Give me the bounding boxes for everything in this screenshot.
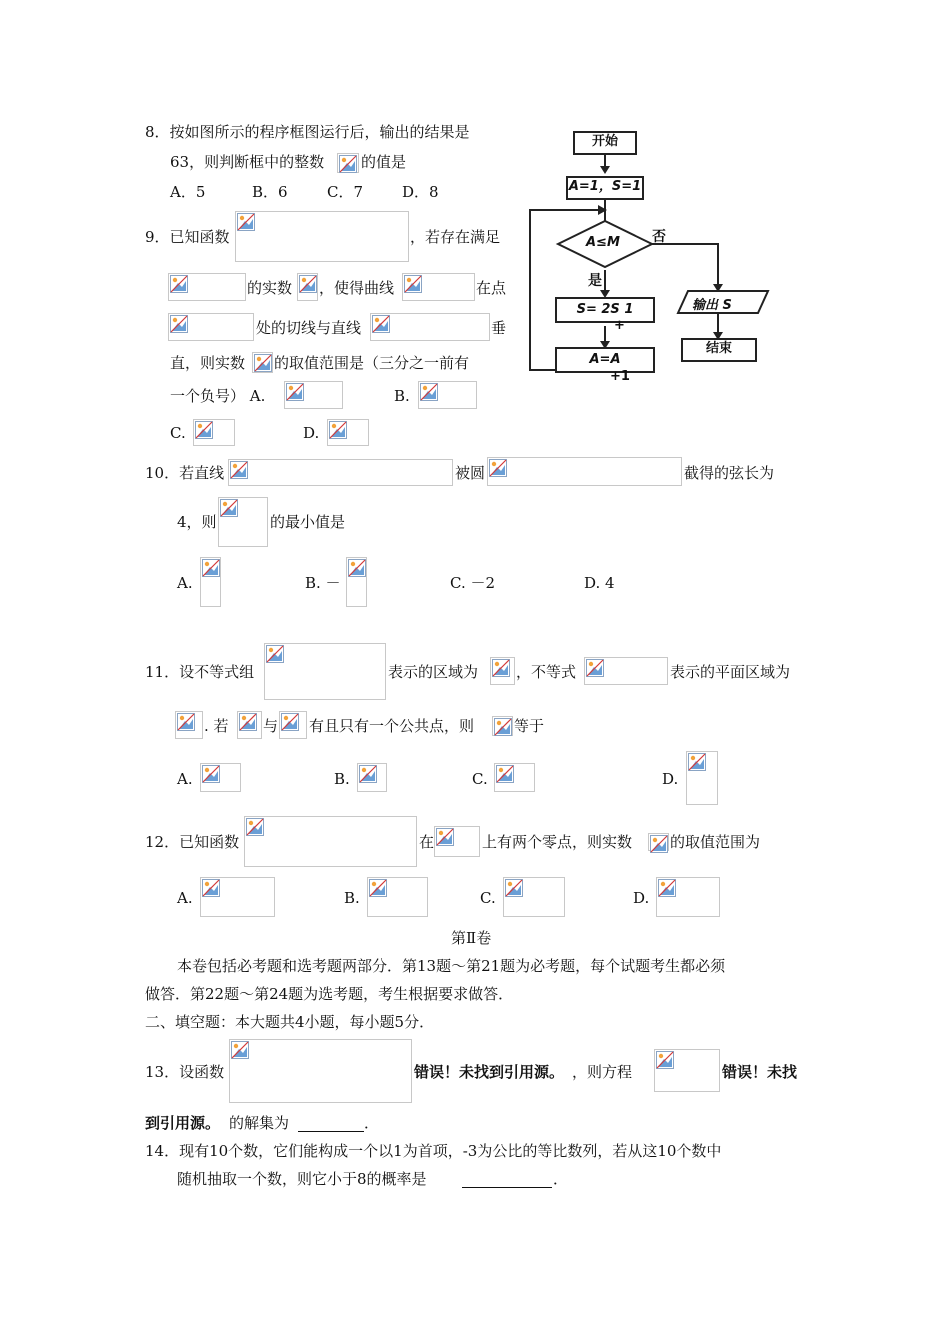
broken-image-icon	[202, 559, 220, 577]
q10-text-a: 10．若直线	[145, 464, 225, 482]
q11-option-c: C.	[472, 770, 488, 788]
q11-text-d: 表示的平面区域为	[670, 663, 791, 681]
q11-option-a: A.	[177, 770, 193, 788]
formula-image	[418, 381, 477, 409]
q9-option-d: D.	[303, 424, 320, 442]
q12-option-d: D.	[633, 889, 650, 907]
q11-option-d: D.	[662, 770, 679, 788]
q13-text-a: 13．设函数	[145, 1063, 225, 1081]
broken-image-icon	[299, 275, 317, 293]
q12-text-c: 上有两个零点，则实数	[482, 833, 633, 851]
broken-image-icon	[329, 421, 347, 439]
broken-image-icon	[658, 879, 676, 897]
flowchart-output: 输出 S	[692, 298, 732, 313]
flowchart-no-label: 否	[652, 229, 666, 245]
q8-option-c: C．7	[327, 183, 364, 201]
broken-image-icon	[339, 155, 357, 173]
q14-line2: 随机抽取一个数，则它小于8的概率是	[177, 1170, 427, 1188]
q8-line1: 8．按如图所示的程序框图运行后，输出的结果是	[145, 123, 470, 141]
broken-image-icon	[492, 659, 510, 677]
q8-line2-b: 的值是	[361, 153, 407, 171]
formula-image	[686, 751, 718, 805]
q9-text-j: 一个负号） A.	[170, 387, 266, 405]
q9-text-b: ，若存在满足	[410, 228, 501, 246]
formula-image	[284, 381, 343, 409]
formula-image	[503, 877, 565, 917]
formula-image	[370, 313, 490, 341]
q12-text-b: 在	[419, 833, 435, 851]
q8-line2-a: 63，则判断框中的整数	[170, 153, 325, 171]
q14-end: ．	[553, 1170, 569, 1188]
formula-image	[648, 833, 669, 851]
formula-image	[252, 352, 273, 373]
broken-image-icon	[170, 275, 188, 293]
broken-image-icon	[489, 459, 507, 477]
formula-image	[168, 313, 254, 341]
q8-option-b: B．6	[252, 183, 288, 201]
flowchart-init: A=1，S=1	[566, 176, 644, 200]
q10-option-a: A.	[177, 574, 193, 592]
broken-image-icon	[266, 645, 284, 663]
formula-image	[346, 557, 367, 607]
formula-image	[229, 1039, 412, 1103]
q9-text-a: 9．已知函数	[145, 228, 230, 246]
broken-image-icon	[202, 765, 220, 783]
q11-text-a: 11．设不等式组	[145, 663, 255, 681]
q10-option-c: C. －2	[450, 574, 496, 592]
formula-image	[357, 763, 387, 792]
flowchart-step-a: A=A	[555, 347, 655, 373]
broken-image-icon	[281, 713, 299, 731]
broken-image-icon	[237, 213, 255, 231]
formula-image	[487, 457, 682, 486]
broken-image-icon	[239, 713, 257, 731]
formula-image	[200, 557, 221, 607]
broken-image-icon	[436, 828, 454, 846]
broken-image-icon	[246, 818, 264, 836]
q9-option-b: B.	[394, 387, 410, 405]
broken-image-icon	[369, 879, 387, 897]
formula-image	[494, 763, 535, 792]
q9-text-d: ，使得曲线	[319, 279, 395, 297]
q11-text-f: 与	[263, 717, 279, 735]
formula-image	[218, 497, 268, 547]
formula-image	[584, 657, 668, 685]
broken-image-icon	[404, 275, 422, 293]
broken-image-icon	[170, 315, 188, 333]
q9-text-h: 直，则实数	[170, 354, 246, 372]
formula-image	[654, 1049, 720, 1092]
q13-text-b: ，则方程	[572, 1063, 633, 1081]
flowchart-end: 结束	[681, 338, 757, 362]
q9-text-c: 的实数	[247, 279, 293, 297]
q11-option-b: B.	[334, 770, 350, 788]
flowchart-step-s: S= 2S 1	[555, 297, 655, 323]
part2-intro-line2: 做答．第22题～第24题为选考题，考生根据要求做答．	[145, 985, 514, 1003]
formula-image	[337, 153, 359, 173]
q12-option-c: C.	[480, 889, 496, 907]
broken-image-icon	[650, 835, 668, 853]
q9-text-e: 在点	[476, 279, 507, 297]
q11-text-g: 有且只有一个公共点，则	[309, 717, 475, 735]
reference-error-2b: 到引用源。	[145, 1114, 221, 1132]
broken-image-icon	[496, 765, 514, 783]
q13-text-c: 的解集为	[229, 1114, 290, 1132]
formula-image	[193, 419, 235, 446]
broken-image-icon	[254, 354, 272, 372]
formula-image	[327, 419, 369, 446]
formula-image	[492, 716, 513, 736]
q11-text-b: 表示的区域为	[388, 663, 479, 681]
formula-image	[490, 657, 515, 685]
formula-image	[235, 211, 409, 262]
q11-text-c: ，不等式	[516, 663, 577, 681]
q14-line1: 14．现有10个数，它们能构成一个以1为首项，-3为公比的等比数列，若从这10个数中	[145, 1142, 722, 1160]
broken-image-icon	[177, 713, 195, 731]
formula-image	[402, 273, 475, 301]
broken-image-icon	[359, 765, 377, 783]
broken-image-icon	[202, 879, 220, 897]
broken-image-icon	[286, 383, 304, 401]
reference-error-2a: 错误！未找	[722, 1063, 798, 1081]
answer-blank	[462, 1169, 552, 1188]
section-heading: 二、填空题：本大题共4小题，每小题5分．	[145, 1013, 435, 1031]
flowchart-plus: +	[614, 318, 625, 333]
formula-image	[175, 711, 203, 739]
q11-text-e: . 若	[204, 717, 229, 735]
q8-option-d: D．8	[402, 183, 439, 201]
broken-image-icon	[688, 753, 706, 771]
formula-image	[200, 763, 241, 792]
q10-option-d: D. 4	[584, 574, 615, 592]
q10-text-c: 截得的弦长为	[684, 464, 775, 482]
q9-text-i: 的取值范围是（三分之一前有	[274, 354, 470, 372]
formula-image	[434, 826, 480, 857]
broken-image-icon	[220, 499, 238, 517]
broken-image-icon	[231, 1041, 249, 1059]
part2-title: 第Ⅱ卷	[451, 929, 492, 947]
formula-image	[200, 877, 275, 917]
q9-text-f: 处的切线与直线	[256, 319, 362, 337]
q9-text-g: 垂	[491, 319, 507, 337]
broken-image-icon	[505, 879, 523, 897]
broken-image-icon	[420, 383, 438, 401]
broken-image-icon	[494, 718, 512, 736]
broken-image-icon	[372, 315, 390, 333]
q12-text-d: 的取值范围为	[670, 833, 761, 851]
flowchart-plus-one: +1	[610, 369, 630, 384]
flowchart-condition: A≤M	[586, 235, 620, 250]
q12-text-a: 12．已知函数	[145, 833, 240, 851]
q12-option-a: A.	[177, 889, 193, 907]
q8-option-a: A．5	[170, 183, 206, 201]
formula-image	[244, 816, 417, 867]
formula-image	[237, 711, 262, 739]
formula-image	[228, 459, 453, 486]
q11-text-h: 等于	[514, 717, 545, 735]
formula-image	[279, 711, 307, 739]
q13-end: ．	[364, 1114, 380, 1132]
broken-image-icon	[656, 1051, 674, 1069]
flowchart-start: 开始	[573, 131, 637, 155]
broken-image-icon	[230, 461, 248, 479]
q9-option-c: C.	[170, 424, 186, 442]
q10-text-d: 4，则	[177, 513, 217, 531]
flowchart-yes-label: 是	[588, 273, 602, 289]
formula-image	[297, 273, 318, 301]
broken-image-icon	[586, 659, 604, 677]
q10-text-b: 被圆	[455, 464, 486, 482]
q10-option-b: B. －	[305, 574, 341, 592]
broken-image-icon	[195, 421, 213, 439]
answer-blank	[298, 1113, 364, 1132]
q10-text-e: 的最小值是	[270, 513, 346, 531]
formula-image	[264, 643, 386, 700]
formula-image	[168, 273, 246, 301]
q12-option-b: B.	[344, 889, 360, 907]
reference-error-1: 错误！未找到引用源。	[414, 1063, 565, 1081]
formula-image	[656, 877, 720, 917]
part2-intro-line1: 本卷包括必考题和选考题两部分．第13题～第21题为必考题，每个试题考生都必须	[177, 957, 726, 975]
formula-image	[367, 877, 428, 917]
broken-image-icon	[348, 559, 366, 577]
